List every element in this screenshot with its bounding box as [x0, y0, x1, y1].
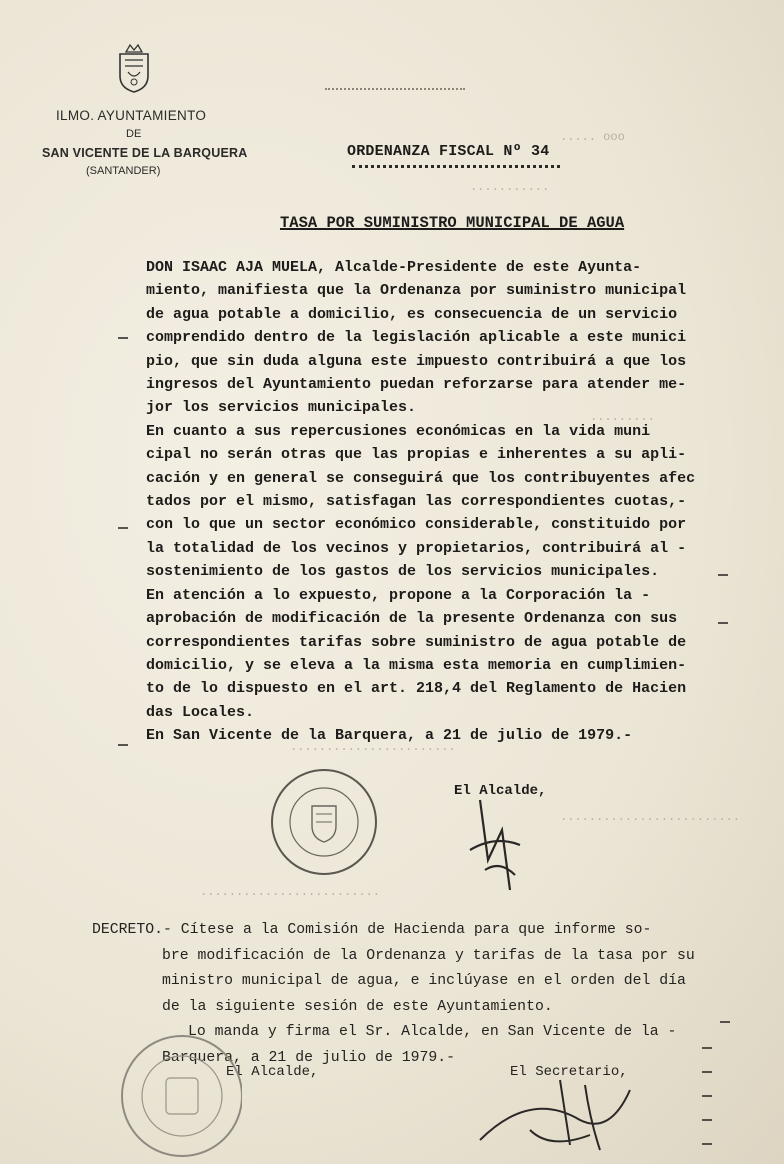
body-line: En cuanto a sus repercusiones económicas en la vida muni — [146, 422, 651, 440]
decree-line: Barquera, a 21 de julio de 1979.- — [162, 1049, 456, 1066]
body-line: miento, manifiesta que la Ordenanza por suministro municipal — [146, 282, 687, 300]
body-line: tados por el mismo, satisfagan las correspondientes cuotas,- — [146, 493, 687, 511]
body-line: das Locales. — [146, 703, 255, 721]
body-line: pio, que sin duda alguna este impuesto contribuirá a que los — [146, 352, 687, 370]
body-line: cipal no serán otras que las propias e inherentes a su apli- — [146, 446, 687, 464]
decree-line: de la siguiente sesión de este Ayuntamiento. — [162, 998, 553, 1015]
body-line: domicilio, y se eleva a la misma esta memoria en cumplimien- — [146, 656, 687, 674]
decree-line: ministro municipal de agua, e inclúyase en el orden del día — [162, 973, 686, 989]
decree-line: Lo manda y firma el Sr. Alcalde, en San Vicente de la - — [188, 1024, 677, 1040]
bleed-through: ........... — [470, 180, 550, 194]
body-line: En atención a lo expuesto, propone a la Corporación la - — [146, 586, 651, 604]
decree-line: DECRETO.- Cítese a la Comisión de Hacienda para que informe so- — [92, 922, 652, 938]
bleed-through: ......... — [590, 410, 655, 424]
letterhead-line-3: SAN VICENTE DE LA BARQUERA — [42, 146, 248, 160]
ordinance-title: ORDENANZA FISCAL Nº 34 — [347, 143, 550, 160]
signature-label-secretario: El Secretario, — [510, 1064, 628, 1080]
body-line: to de lo dispuesto en el art. 218,4 del Reglamento de Hacien — [146, 680, 687, 698]
bleed-through: ooo ..... — [560, 130, 625, 144]
body-line: aprobación de modificación de la presente Ordenanza con sus — [146, 610, 678, 628]
body-line: comprendido dentro de la legislación aplicable a este munici — [146, 329, 687, 347]
decree-line: bre modificación de la Ordenanza y tarifas de la tasa por su — [162, 947, 695, 964]
body-line: cación y en general se conseguirá que los contribuyentes afec — [146, 469, 696, 487]
bleed-through: ......................... — [200, 885, 381, 899]
body-line: de agua potable a domicilio, es consecuencia de un servicio — [146, 305, 678, 323]
bleed-through: ......................... — [560, 810, 741, 824]
signature-label-alcalde: El Alcalde, — [226, 1064, 319, 1080]
body-line: DON ISAAC AJA MUELA, Alcalde-Presidente de este Ayunta- — [146, 259, 642, 276]
closing-title: El Alcalde, — [454, 783, 547, 799]
body-line: la totalidad de los vecinos y propietarios, contribuirá al - — [146, 539, 687, 557]
body-line: En San Vicente de la Barquera, a 21 de julio de 1979.- — [146, 727, 633, 745]
letterhead-line-4: (SANTANDER) — [86, 165, 161, 177]
tax-subtitle: TASA POR SUMINISTRO MUNICIPAL DE AGUA — [280, 214, 625, 232]
bleed-through: ....................... — [290, 740, 456, 754]
body-line: correspondientes tarifas sobre suministro de agua potable de — [146, 633, 687, 651]
body-line: sostenimiento de los gastos de los servicios municipales. — [146, 563, 660, 581]
letterhead-line-1: ILMO. AYUNTAMIENTO — [56, 108, 207, 123]
letterhead-line-2: DE — [126, 128, 142, 140]
body-line: ingresos del Ayuntamiento puedan reforzarse para atender me- — [146, 376, 687, 394]
body-line: con lo que un sector económico considerable, constituido por — [146, 516, 687, 534]
body-line: jor los servicios municipales. — [146, 399, 417, 417]
